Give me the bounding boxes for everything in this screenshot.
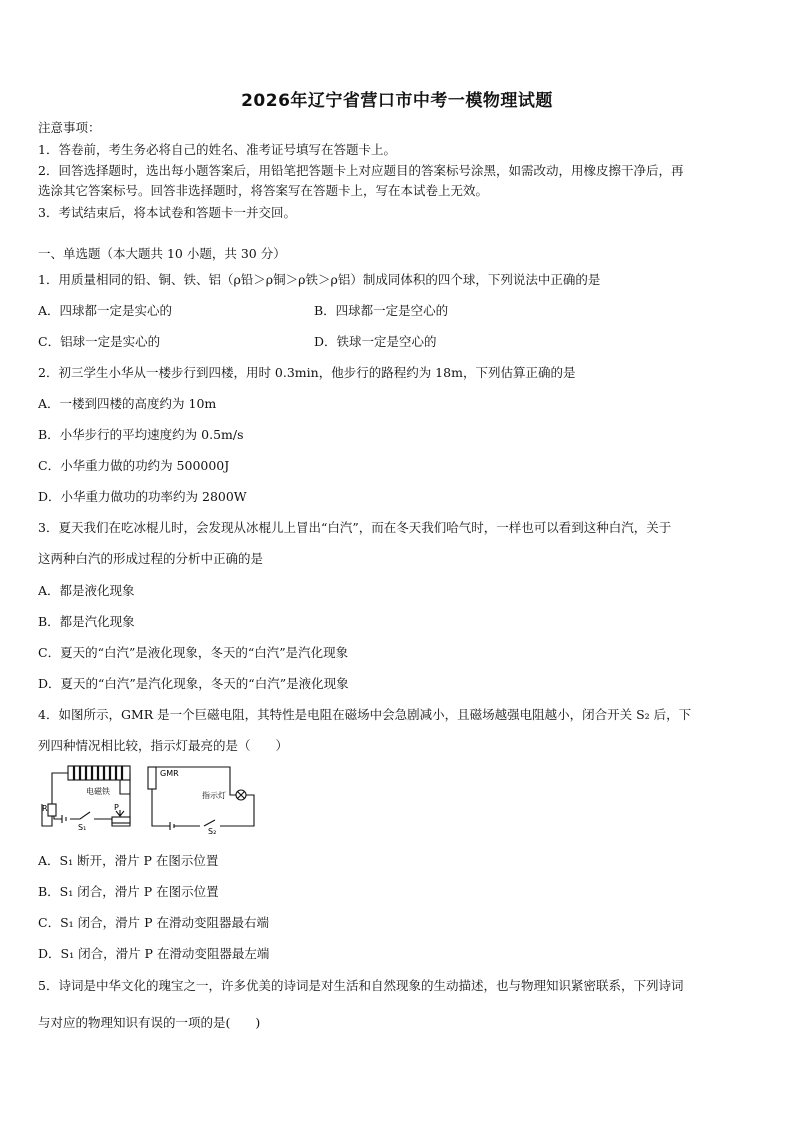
circuit-diagram	[40, 764, 262, 834]
question-5-stem-cont: 与对应的物理知识有误的一项的是( )	[38, 1015, 261, 1030]
question-1-option-d: D．铁球一定是空心的	[314, 334, 437, 349]
label-s2: S₂	[208, 827, 217, 834]
notice-item: 1．答卷前，考生务必将自己的姓名、准考证号填写在答题卡上。	[38, 142, 396, 157]
label-r: R	[42, 804, 48, 813]
label-gmr: GMR	[160, 769, 179, 778]
page-title: 2026年辽宁省营口市中考一模物理试题	[241, 91, 553, 111]
question-3-option-d: D．夏天的“白汽”是汽化现象，冬天的“白汽”是液化现象	[38, 676, 349, 691]
notice-item: 选涂其它答案标号。回答非选择题时，将答案写在答题卡上，写在本试卷上无效。	[38, 183, 489, 198]
question-3-stem-cont: 这两种白汽的形成过程的分析中正确的是	[38, 551, 264, 566]
question-1-option-c: C．铝球一定是实心的	[38, 334, 161, 349]
notice-item: 3．考试结束后，将本试卷和答题卡一并交回。	[38, 205, 296, 220]
label-s1: S₁	[78, 823, 87, 832]
label-lamp: 指示灯	[202, 791, 226, 800]
question-5-stem: 5．诗词是中华文化的瑰宝之一，许多优美的诗词是对生活和自然现象的生动描述，也与物理知识紧密联系，下列诗词	[38, 978, 684, 993]
question-2-option-c: C．小华重力做的功约为 500000J	[38, 458, 230, 473]
notice-item: 2．回答选择题时，选出每小题答案后，用铅笔把答题卡上对应题目的答案标号涂黑，如需改动，用橡皮擦干净后，再	[38, 163, 684, 178]
notice-heading: 注意事项：	[38, 120, 101, 135]
question-2-option-d: D．小华重力做功的功率约为 2800W	[38, 489, 247, 504]
question-2-stem: 2．初三学生小华从一楼步行到四楼，用时 0.3min，他步行的路程约为 18m，下列估算正确的是	[38, 365, 576, 380]
question-3-option-b: B．都是汽化现象	[38, 614, 135, 629]
question-3-option-a: A．都是液化现象	[38, 583, 135, 598]
question-1-option-b: B．四球都一定是空心的	[314, 303, 449, 318]
question-4-stem-cont: 列四种情况相比较，指示灯最亮的是（ ）	[38, 738, 289, 753]
question-2-option-b: B．小华步行的平均速度约为 0.5m/s	[38, 427, 244, 442]
section-heading: 一、单选题（本大题共 10 小题，共 30 分）	[38, 246, 286, 261]
question-4-option-a: A．S₁ 断开，滑片 P 在图示位置	[38, 853, 219, 868]
question-4-option-d: D．S₁ 闭合，滑片 P 在滑动变阻器最左端	[38, 946, 270, 961]
label-electromagnet: 电磁铁	[86, 787, 110, 796]
question-4-option-c: C．S₁ 闭合，滑片 P 在滑动变阻器最右端	[38, 915, 269, 930]
question-3-stem: 3．夏天我们在吃冰棍儿时，会发现从冰棍儿上冒出“白汽”，而在冬天我们哈气时，一样也可以看到这种白汽，关于	[38, 520, 672, 535]
question-3-option-c: C．夏天的“白汽”是液化现象，冬天的“白汽”是汽化现象	[38, 645, 349, 660]
question-2-option-a: A．一楼到四楼的高度约为 10m	[38, 396, 217, 411]
label-p: P	[114, 803, 119, 812]
question-4-stem: 4．如图所示，GMR 是一个巨磁电阻，其特性是电阻在磁场中会急剧减小，且磁场越强电阻越小，闭合开关 S₂ 后，下	[38, 707, 692, 722]
question-1-stem: 1．用质量相同的铅、铜、铁、铝（ρ铅＞ρ铜＞ρ铁＞ρ铝）制成同体积的四个球，下列说法中正确的是	[38, 272, 601, 287]
question-1-option-a: A．四球都一定是实心的	[38, 303, 173, 318]
question-4-option-b: B．S₁ 闭合，滑片 P 在图示位置	[38, 884, 219, 899]
